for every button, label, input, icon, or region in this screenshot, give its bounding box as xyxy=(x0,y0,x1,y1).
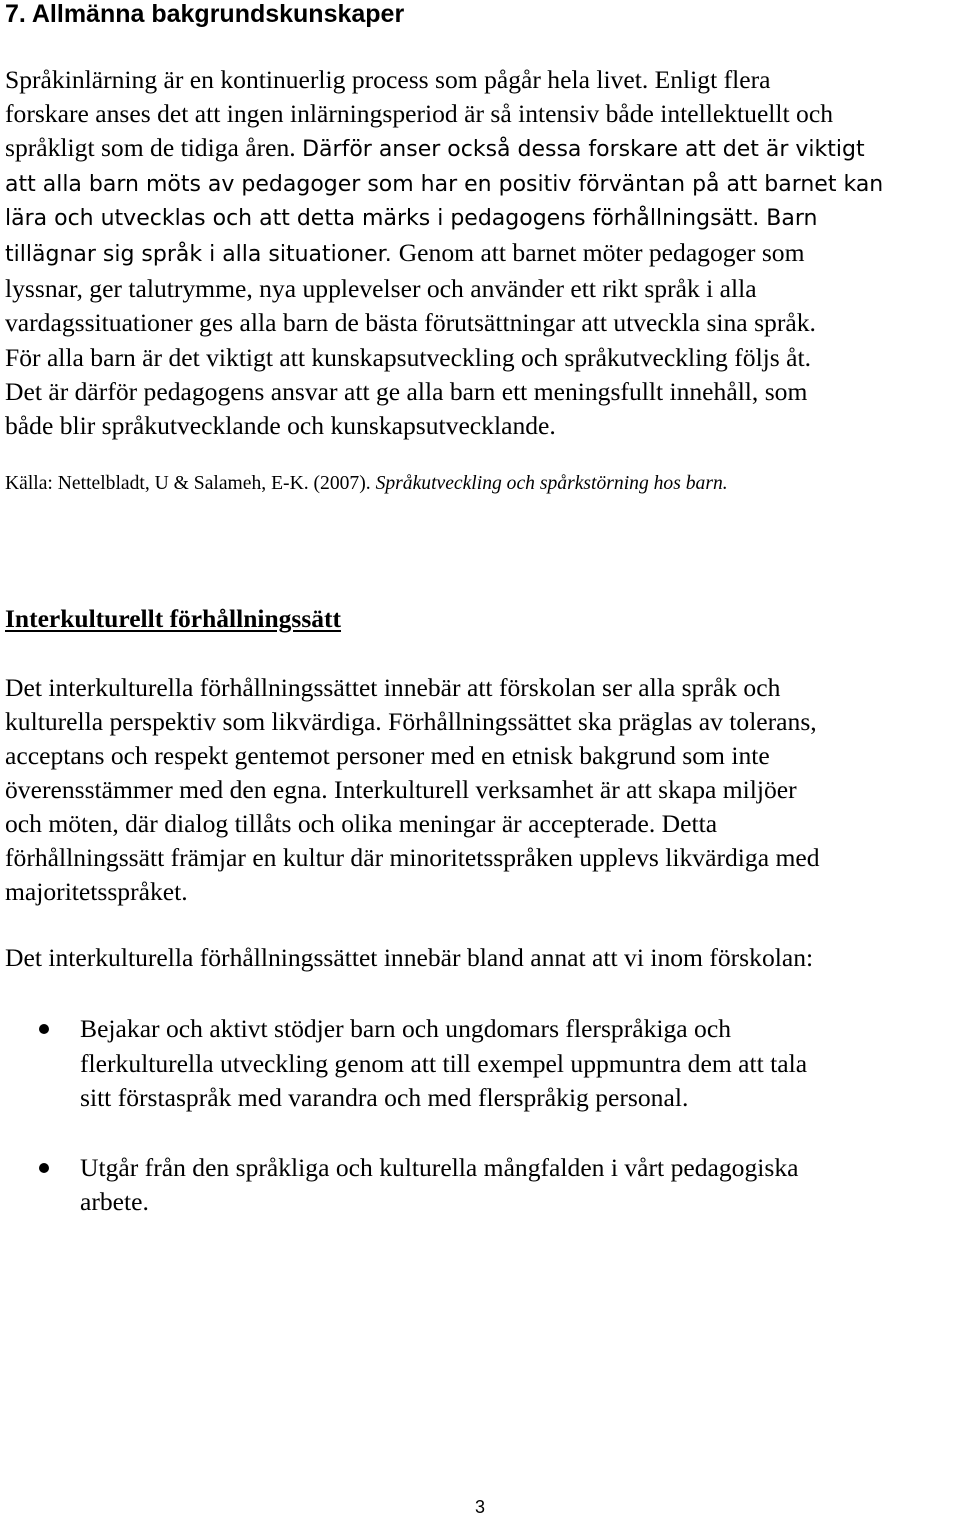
bullet-line: arbete. xyxy=(80,1187,149,1216)
intro-line xyxy=(5,236,960,272)
intro-line xyxy=(5,131,960,167)
list-intro: Det interkulturella förhållningssättet innebär bland annat att vi inom förskolan: xyxy=(5,943,814,972)
bullet-line: flerkulturella utveckling genom att till exempel uppmuntra dem att tala xyxy=(80,1048,808,1078)
bullet-line: sitt förstaspråk med varandra och med flerspråkig personal. xyxy=(80,1083,689,1112)
intro-text-sans: Därför anser också dessa forskare att det är viktigt xyxy=(302,137,865,163)
bullet-line: Bejakar och aktivt stödjer barn och ungdomars flerspråkiga och xyxy=(80,1014,732,1043)
source-prefix: Källa: Nettelbladt, U & Salameh, E-K. (2007). xyxy=(5,473,376,494)
intro-line: Språkinlärning är en kontinuerlig process som pågår hela livet. Enligt flera xyxy=(5,65,771,94)
intro-text-serif: Genom att barnet möter pedagoger som xyxy=(398,238,805,268)
intro-text-serif: språkligt som de tidiga åren. xyxy=(5,133,303,163)
paragraph-line: förhållningssätt främjar en kultur där minoritetsspråken upplevs likvärdiga med xyxy=(5,843,820,872)
intro-line: att alla barn möts av pedagoger som har en positiv förväntan på att barnet kan xyxy=(5,171,884,197)
intro-line: vardagssituationer ges alla barn de bästa förutsättningar att utveckla sina språk. xyxy=(5,308,816,338)
list-item xyxy=(0,1151,960,1220)
bullet-list xyxy=(0,1012,960,1255)
bullet-line: Utgår från den språkliga och kulturella mångfalden i vårt pedagogiska xyxy=(80,1152,799,1182)
intro-line: Det är därför pedagogens ansvar att ge alla barn ett meningsfullt innehåll, som xyxy=(5,376,808,406)
paragraph-line: överensstämmer med den egna. Interkulturell verksamhet är att skapa miljöer xyxy=(5,775,797,804)
intro-line: För alla barn är det viktigt att kunskapsutveckling och språkutveckling följs åt. xyxy=(5,342,812,372)
paragraph-line: och möten, där dialog tillåts och olika meningar är accepterade. Detta xyxy=(5,809,718,838)
paragraph-line: Det interkulturella förhållningssättet innebär att förskolan ser alla språk och xyxy=(5,673,781,702)
intro-line: lära och utvecklas och att detta märks i pedagogens förhållningsätt. Barn xyxy=(5,205,818,231)
list-item xyxy=(0,1012,960,1116)
source-title: Språkutveckling och spårkstörning hos barn. xyxy=(375,473,728,494)
bullet-icon xyxy=(39,1163,49,1173)
paragraph-line: majoritetsspråket. xyxy=(5,877,188,906)
page-number: 3 xyxy=(474,1497,485,1517)
intercultural-title: Interkulturellt förhållningssätt xyxy=(5,604,342,633)
intro-line: forskare anses det att ingen inlärningsperiod är så intensiv både intellektuellt och xyxy=(5,99,833,129)
intro-line: lyssnar, ger talutrymme, nya upplevelser och använder ett rikt språk i alla xyxy=(5,274,757,304)
intro-paragraph xyxy=(5,63,960,443)
intro-line: både blir språkutvecklande och kunskapsutvecklande. xyxy=(5,411,556,441)
intercultural-paragraph xyxy=(5,671,960,909)
section-heading: 7. Allmänna bakgrundskunskaper xyxy=(5,0,405,28)
intro-text-sans: tillägnar sig språk i alla situationer. xyxy=(5,242,399,268)
source-citation xyxy=(5,470,728,498)
bullet-icon xyxy=(39,1024,49,1034)
paragraph-line: kulturella perspektiv som likvärdiga. Förhållningssättet ska präglas av tolerans, xyxy=(5,707,817,736)
paragraph-line: acceptans och respekt gentemot personer med en etnisk bakgrund som inte xyxy=(5,741,770,770)
